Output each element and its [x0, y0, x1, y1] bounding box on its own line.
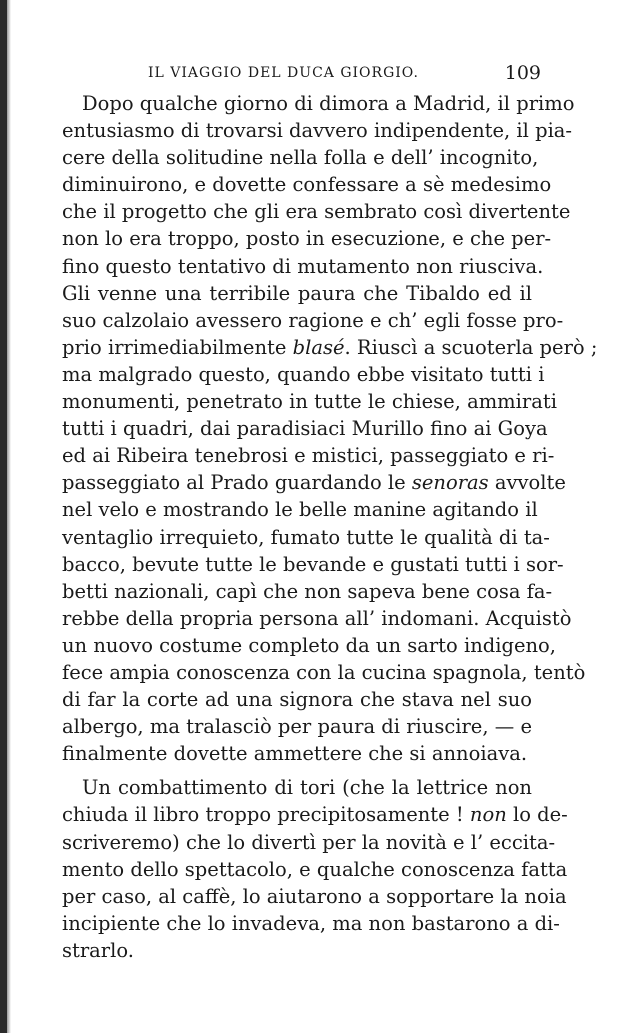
text-segment: monumenti, penetrato in tutte le chiese, ammirati — [62, 390, 557, 414]
text-line — [62, 578, 553, 605]
text-line — [62, 686, 532, 713]
text-segment: strarlo. — [62, 938, 134, 962]
text-line — [62, 280, 532, 307]
running-head — [148, 60, 541, 86]
italic-word: blasé — [292, 335, 345, 359]
text-line — [62, 90, 575, 117]
text-line — [62, 713, 532, 740]
text-segment: incipiente che lo invadeva, ma non bastarono a di- — [62, 911, 560, 935]
text-segment: ed ai Ribeira tenebrosi e mistici, passeggiato e ri- — [62, 444, 555, 468]
text-segment: avvolte — [488, 471, 566, 495]
page-number: 109 — [504, 62, 541, 84]
text-segment: tutti i quadri, dai paradisiaci Murillo fino ai Goya — [62, 417, 548, 441]
text-line — [62, 388, 557, 415]
page-binding-shadow — [7, 0, 11, 1033]
text-segment: albergo, ma tralasciò per paura di riuscire, — e — [62, 715, 532, 739]
text-line — [62, 740, 532, 767]
text-segment: ventaglio irrequieto, fumato tutte le qualità di ta- — [62, 525, 550, 549]
text-line — [62, 856, 568, 883]
text-segment: suo calzolaio avessero ragione e ch’ egli fosse pro- — [62, 308, 564, 332]
running-title: IL VIAGGIO DEL DUCA GIORGIO. — [148, 65, 419, 81]
text-segment: Un combattimento di tori (che la lettrice non — [82, 776, 532, 800]
text-segment: che il progetto che gli era sembrato così divertente — [62, 200, 571, 224]
text-segment: nel velo e mostrando le belle manine agitando il — [62, 498, 538, 522]
text-line — [62, 117, 573, 144]
text-segment: non lo era troppo, posto in esecuzione, e che per- — [62, 227, 552, 251]
text-line — [62, 442, 555, 469]
italic-word: non — [469, 803, 507, 827]
text-segment: ma malgrado questo, quando ebbe visitato tutti i — [62, 362, 545, 386]
text-segment: mento dello spettacolo, e qualche conoscenza fatta — [62, 857, 568, 881]
text-line — [62, 883, 567, 910]
text-line — [62, 469, 566, 496]
text-line — [62, 605, 572, 632]
text-line — [62, 551, 564, 578]
text-line — [62, 524, 550, 551]
text-line — [62, 774, 532, 801]
text-line — [62, 829, 556, 856]
text-segment: Gli venne una terribile paura che Tibaldo ed il — [62, 281, 532, 305]
text-line — [62, 496, 538, 523]
text-segment: un nuovo costume completo da un sarto indigeno, — [62, 633, 556, 657]
text-segment: fino questo tentativo di mutamento non riusciva. — [62, 254, 544, 278]
page-binding-edge — [0, 0, 7, 1033]
text-line — [62, 632, 556, 659]
paragraph-gap — [62, 767, 532, 774]
text-segment: bacco, bevute tutte le bevande e gustati tutti i sor- — [62, 552, 564, 576]
text-line — [62, 937, 532, 964]
text-line — [62, 415, 548, 442]
text-line — [62, 361, 545, 388]
text-segment: passeggiato al Prado guardando le — [62, 471, 412, 495]
text-line — [62, 659, 586, 686]
text-segment: cere della solitudine nella folla e dell’ incognito, — [62, 146, 539, 170]
text-segment: diminuirono, e dovette confessare a sè medesimo — [62, 173, 552, 197]
text-segment: finalmente dovette ammettere che si annoiava. — [62, 742, 528, 766]
text-line — [62, 171, 552, 198]
text-segment: entusiasmo di trovarsi davvero indipendente, il pia- — [62, 119, 573, 143]
text-line — [62, 910, 560, 937]
text-line — [62, 801, 568, 828]
text-segment: scriveremo) che lo divertì per la novità e l’ eccita- — [62, 830, 556, 854]
text-segment: Dopo qualche giorno di dimora a Madrid, il primo — [82, 92, 575, 115]
text-segment: fece ampia conoscenza con la cucina spagnola, tentò — [62, 660, 586, 684]
text-segment: chiuda il libro troppo precipitosamente ! — [62, 803, 470, 827]
text-line — [62, 144, 539, 171]
text-line — [62, 198, 571, 225]
text-segment: . Riuscì a scuoterla però ; — [344, 335, 598, 359]
text-segment: prio irrimediabilmente — [62, 335, 293, 359]
italic-word: senoras — [411, 471, 489, 495]
text-line — [62, 225, 552, 252]
text-segment: di far la corte ad una signora che stava nel suo — [62, 688, 532, 712]
text-line — [62, 307, 564, 334]
text-line — [62, 253, 544, 280]
body-text — [62, 90, 598, 964]
text-line — [62, 334, 598, 361]
text-segment: rebbe della propria persona all’ indomani. Acquistò — [62, 606, 572, 630]
text-segment: betti nazionali, capì che non sapeva bene cosa fa- — [62, 579, 553, 603]
text-segment: per caso, al caffè, lo aiutarono a sopportare la noia — [62, 884, 567, 908]
text-segment: lo de- — [506, 803, 568, 827]
